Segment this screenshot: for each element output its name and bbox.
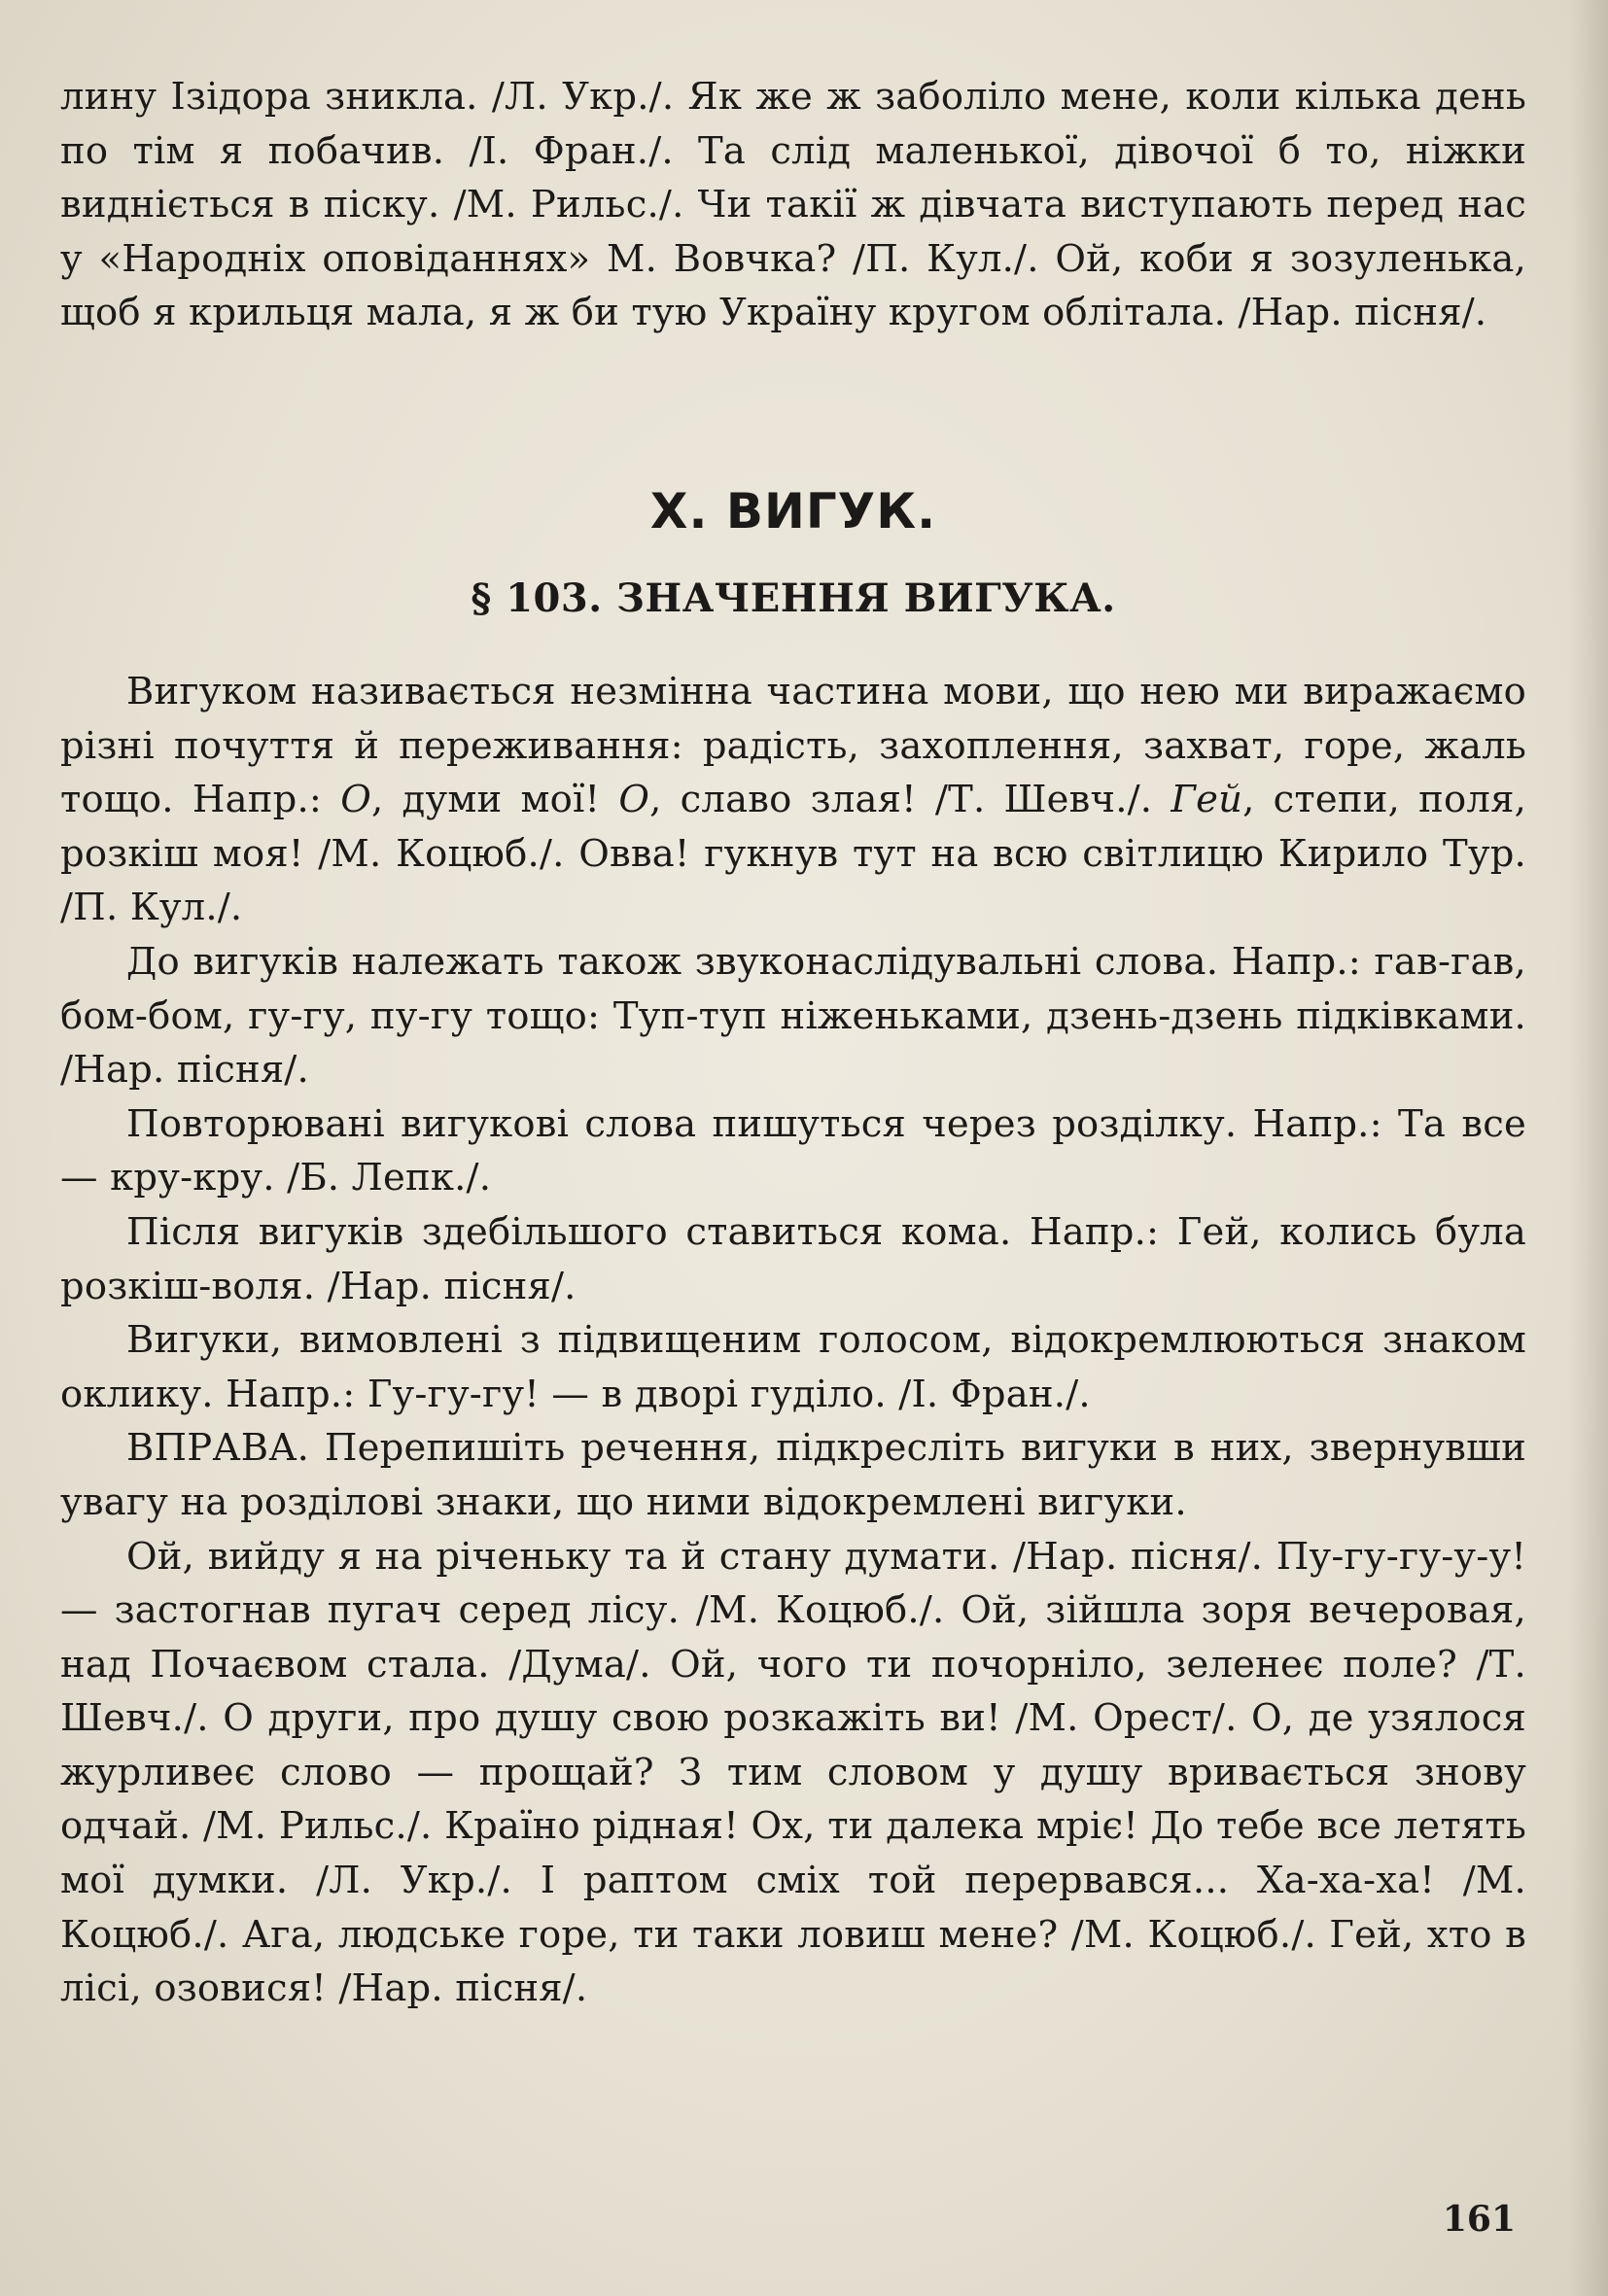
hyphenation-paragraph: Повторювані вигукові слова пишуться через розділку. Напр.: Та все — кру-кру. /Б. Лепк./. bbox=[60, 1101, 1526, 1200]
example-italic-o1: О bbox=[340, 778, 371, 822]
comma-rule-paragraph: Після вигуків здебільшого ставиться кома. Напр.: Гей, колись була розкіш-воля. /Нар. пісня/. bbox=[60, 1209, 1526, 1308]
example-italic-hey: Гей bbox=[1171, 778, 1243, 822]
definition-text-2: , славо злая! /Т. Шевч./. bbox=[649, 778, 1171, 822]
definition-text-3: , степи, поля, розкіш моя! /М. Коцюб./. Овва! гукнув тут на всю світлицю Кирило Тур. /П. Кул./. bbox=[60, 778, 1527, 930]
onomatopoeia-paragraph: До вигуків належать також звуконаслідувальні слова. Напр.: гав-гав, бом-бом, гу-гу, пу-гу тощо: Туп-туп ніженьками, дзень-дзень підківками. /Нар. пісня/. bbox=[60, 939, 1526, 1093]
exercise-heading-paragraph: ВПРАВА. Перепишіть речення, підкресліть вигуки в них, звернувши увагу на розділові знаки, що ними відокремлені вигуки. bbox=[60, 1426, 1526, 1524]
exercise-text-paragraph: Ой, вийду я на річеньку та й стану думати. /Нар. пісня/. Пу-гу-гу-у-у! — застогнав пугач серед лісу. /М. Коцюб./. Ой, зійшла зоря вечеровая, над Почаєвом стала. /Дума/. Ой, чого ти почорніло, зеленеє поле? /Т. Шевч./. О други, про душу свою розкажіть ви! /М. Орест/. О, де узялося журливеє слово — прощай? З тим словом у душу вривається знову одчай. /М. Рильс./. Країно рідная! Ох, ти далека мріє! До тебе все летять мої думки. /Л. Укр./. І раптом сміх той перервався... Ха-ха-ха! /М. Коцюб./. Ага, людське горе, ти таки ловиш мене? /М. Коцюб./. Гей, хто в лісі, озовися! /Нар. пісня/. bbox=[60, 1534, 1526, 2011]
page-number: 161 bbox=[1442, 2199, 1516, 2240]
chapter-title: X. ВИГУК. bbox=[649, 483, 937, 539]
main-text-block bbox=[60, 665, 1526, 2016]
continued-paragraph: лину Ізідора зникла. /Л. Укр./. Як же ж заболіло мене, коли кілька день по тім я побачив. /І. Фран./. Та слід маленької, дівочої б то, ніжки видніється в піску. /М. Рильс./. Чи такії ж дівчата виступають перед нас у «Народніх оповіданнях» М. Вовчка? /П. Кул./. Ой, коби я зозуленька, щоб я крильця мала, я ж би тую Україну кругом облітала. /Нар. пісня/. bbox=[60, 75, 1526, 335]
top-text-block bbox=[60, 70, 1526, 340]
example-italic-o2: О bbox=[618, 778, 650, 822]
page-edge-shadow bbox=[1569, 0, 1608, 2296]
definition-paragraph bbox=[60, 665, 1526, 935]
section-title: § 103. ЗНАЧЕННЯ ВИГУКА. bbox=[471, 575, 1116, 621]
exclamation-rule-paragraph: Вигуки, вимовлені з підвищеним голосом, відокремлюються знаком оклику. Напр.: Гу-гу-гу! — в дворі гуділо. /І. Фран./. bbox=[60, 1318, 1526, 1416]
definition-intro: Вигуком називається незмінна частина мови, що нею ми виражаємо різні почуття й переживання: радість, захоплення, захват, горе, жаль тощо. Напр.: bbox=[60, 670, 1526, 822]
definition-text-1: , думи мої! bbox=[370, 778, 619, 822]
